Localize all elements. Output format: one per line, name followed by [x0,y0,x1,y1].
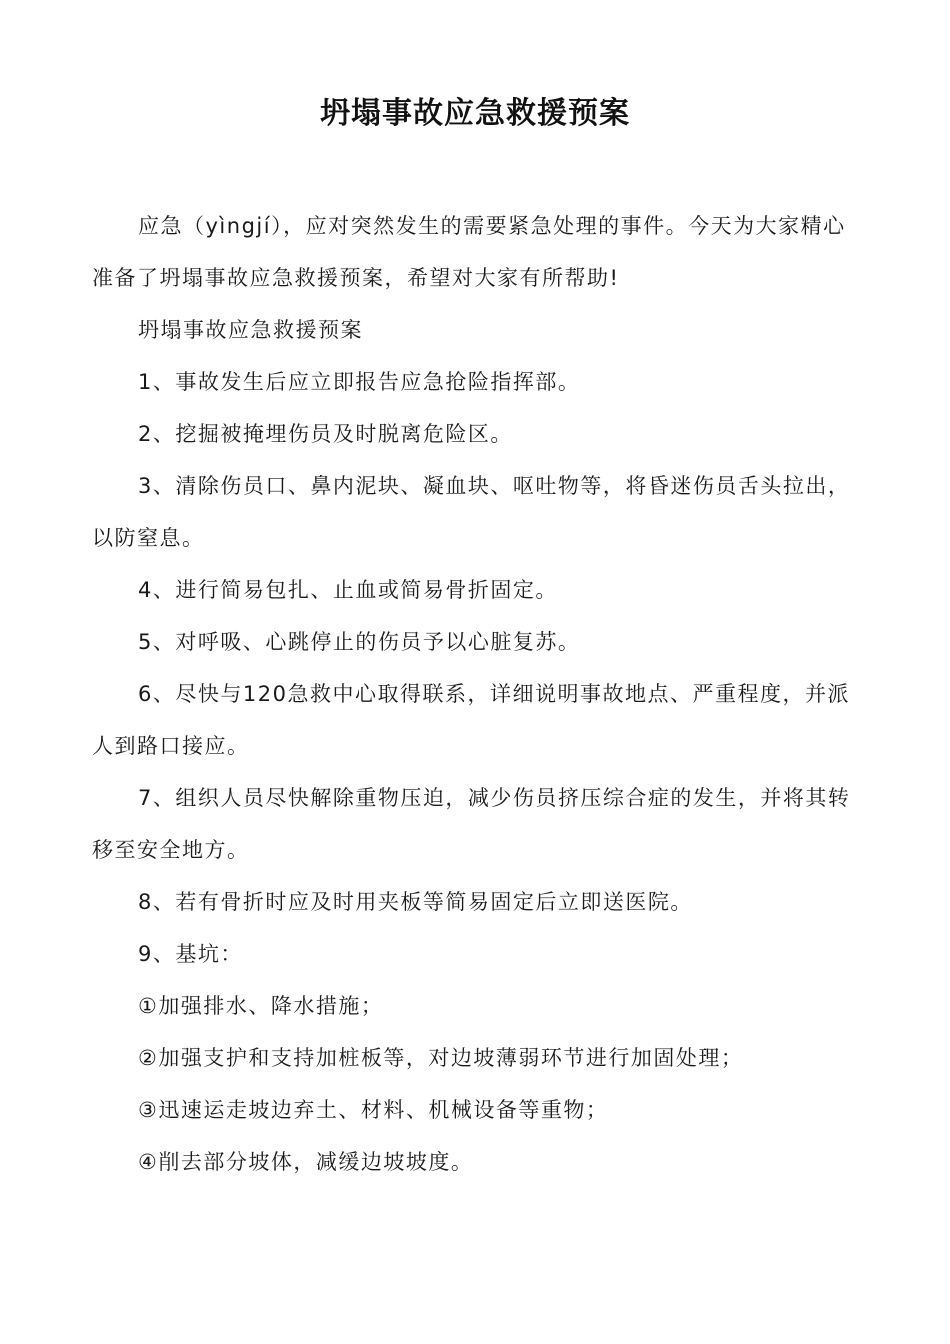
document-body [92,200,857,1188]
paragraph-item-9: 9、基坑： [138,942,243,966]
paragraph-subitem-3: ③迅速运走坡边弃土、材料、机械设备等重物； [138,1098,609,1122]
paragraph-item-3: 3、清除伤员口、鼻内泥块、凝血块、呕吐物等，将昏迷伤员舌头拉出，以防窒息。 [92,474,851,550]
paragraph-item-5: 5、对呼吸、心跳停止的伤员予以心脏复苏。 [138,630,581,654]
paragraph-subitem-2: ②加强支护和支持加桩板等，对边坡薄弱环节进行加固处理； [138,1046,744,1070]
paragraph-item-1: 1、事故发生后应立即报告应急抢险指挥部。 [138,370,581,394]
paragraph-item-6: 6、尽快与120急救中心取得联系，详细说明事故地点、严重程度，并派人到路口接应。 [92,682,850,758]
document-title: 坍塌事故应急救援预案 [320,96,630,131]
paragraph-item-7: 7、组织人员尽快解除重物压迫，减少伤员挤压综合症的发生，并将其转移至安全地方。 [92,786,851,862]
paragraph-item-4: 4、进行简易包扎、止血或简易骨折固定。 [138,578,558,602]
paragraph-subitem-4: ④削去部分坡体，减缓边坡坡度。 [138,1150,474,1174]
paragraph-item-2: 2、挖掘被掩埋伤员及时脱离危险区。 [138,422,513,446]
paragraph-intro: 应急（yìngjí），应对突然发生的需要紧急处理的事件。今天为大家精心准备了坍塌事故应急救援预案，希望对大家有所帮助! [92,214,846,290]
paragraph-subitem-1: ①加强排水、降水措施； [138,994,384,1018]
paragraph-item-8: 8、若有骨折时应及时用夹板等简易固定后立即送医院。 [138,890,693,914]
paragraph-subtitle: 坍塌事故应急救援预案 [138,318,363,342]
